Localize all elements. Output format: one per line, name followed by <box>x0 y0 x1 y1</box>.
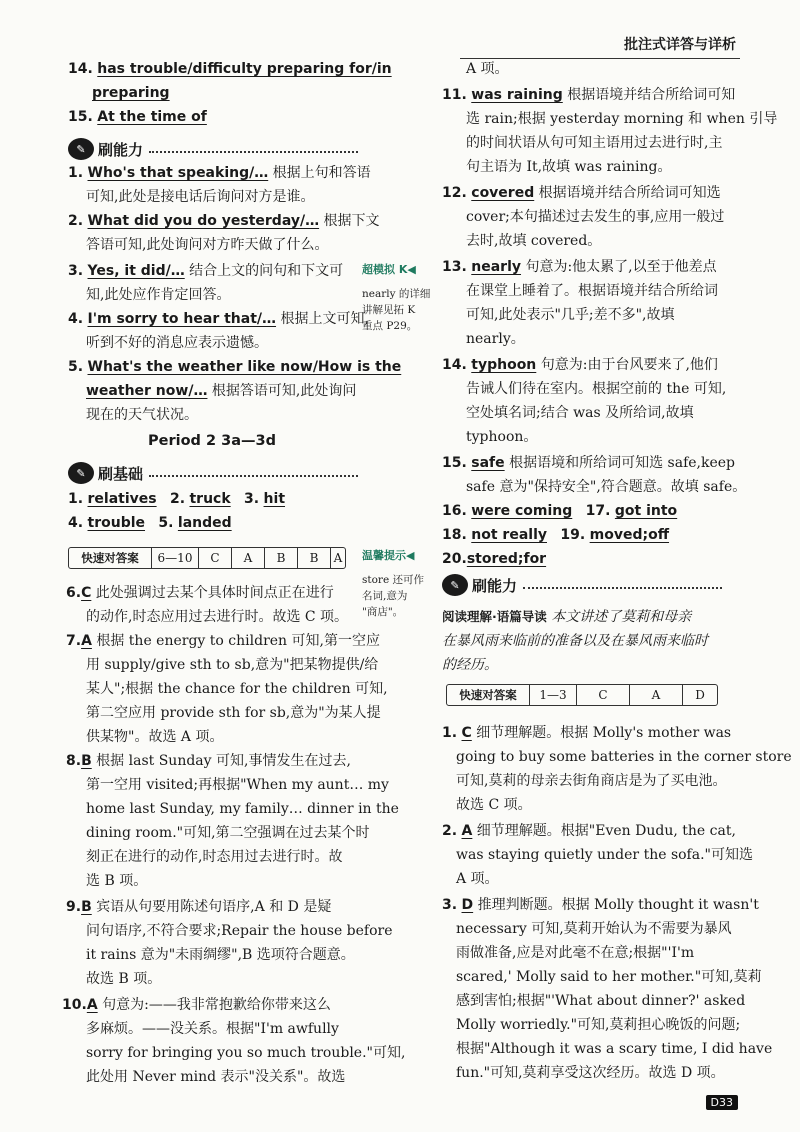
brush-icon: ✎ <box>68 138 94 160</box>
answer-line: 14. has trouble/difficulty preparing for/in <box>68 61 392 77</box>
period-title: Period 2 3a—3d <box>148 433 276 449</box>
item-text: 在课堂上睡着了。根据语境并结合所给词 <box>466 283 718 299</box>
item-text: 的经历。 <box>442 657 498 673</box>
item-text: was staying quietly under the sofa."可知选 <box>456 847 753 863</box>
item-text: 可知,此处表示"几乎;差不多",故填 <box>466 307 675 323</box>
item-text: 第一空用 visited;再根据"When my aunt… my <box>86 777 389 793</box>
item-text: A 项。 <box>466 61 509 77</box>
item-text: it rains 意为"未雨绸缪",B 选项符合题意。 <box>86 947 355 963</box>
answer-row: 16. were coming 17. got into <box>442 503 678 519</box>
answer-row: 4. trouble 5. landed <box>68 515 232 531</box>
item-text: 答语可知,此处询问对方昨天做了什么。 <box>86 237 329 253</box>
item-text: 去时,故填 covered。 <box>466 233 602 249</box>
item-text: safe 意为"保持安全",符合题意。故填 safe。 <box>466 479 747 495</box>
item-text: 第二空应用 provide sth for sb,意为"为某人提 <box>86 705 381 721</box>
answer-line: preparing <box>92 85 170 101</box>
item: 10.A 句意为:——我非常抱歉给你带来这么 <box>62 997 331 1013</box>
item: 6.C 此处强调过去某个具体时间点正在进行 <box>66 585 334 601</box>
item-text: 多麻烦。——没关系。根据"I'm awfully <box>86 1021 339 1037</box>
item: 8.B 根据 last Sunday 可知,事情发生在过去, <box>66 753 351 769</box>
item-text: nearly。 <box>466 331 525 347</box>
item: 11. was raining 根据语境并结合所给词可知 <box>442 87 736 103</box>
item: 1. C 细节理解题。根据 Molly's mother was <box>442 725 732 741</box>
item-text: cover;本句描述过去发生的事,应用一般过 <box>466 209 725 225</box>
item: 3. Yes, it did/… 结合上文的问句和下文可 <box>68 263 344 279</box>
item-text: 的动作,时态应用过去进行时。故选 C 项。 <box>86 609 349 625</box>
item-text: typhoon。 <box>466 429 538 445</box>
item-text: 在暴风雨来临前的准备以及在暴风雨来临时 <box>442 633 708 649</box>
margin-note: 温馨提示◀ store 还可作 名词,意为 "商店"。 <box>362 548 438 620</box>
item-text: fun."可知,莫莉享受这次经历。故选 D 项。 <box>456 1065 725 1081</box>
quick-answer-table: 快速对答案 6—10 C A B B A <box>68 547 346 569</box>
item: 15. safe 根据语境和所给词可知选 safe,keep <box>442 455 736 471</box>
item: 2. What did you do yesterday/… 根据下文 <box>68 213 380 229</box>
item-text: 此处用 Never mind 表示"没关系"。故选 <box>86 1069 346 1085</box>
item-text: 故选 C 项。 <box>456 797 532 813</box>
dotted-rule <box>523 587 722 589</box>
brush-icon: ✎ <box>442 574 468 596</box>
item-text: 可知,此处是接电话后询问对方是谁。 <box>86 189 315 205</box>
reading-guide: 阅读理解·语篇导读 本文讲述了莫莉和母亲 <box>442 609 692 625</box>
item: 5. What's the weather like now/How is the <box>68 359 402 375</box>
item: 9.B 宾语从句要用陈述句语序,A 和 D 是疑 <box>66 899 332 915</box>
item-text: 告诫人们待在室内。根据空前的 the 可知, <box>466 381 727 397</box>
item-text: 刻正在进行的动作,时态用过去进行时。故 <box>86 849 343 865</box>
brush-icon: ✎ <box>68 462 94 484</box>
item-text: necessary 可知,莫莉开始认为不需要为暴风 <box>456 921 732 937</box>
item-text: 用 supply/give sth to sb,意为"把某物提供/给 <box>86 657 379 673</box>
item-text: 知,此处应作肯定回答。 <box>86 287 231 303</box>
item: 7.A 根据 the energy to children 可知,第一空应 <box>66 633 380 649</box>
item-text: 句主语为 It,故填 was raining。 <box>466 159 672 175</box>
answer-row: 1. relatives 2. truck 3. hit <box>68 491 286 507</box>
item-text: Molly worriedly."可知,莫莉担心晚饭的问题; <box>456 1017 741 1033</box>
item-text: 故选 B 项。 <box>86 971 162 987</box>
note-tag: 超模拟 K◀ <box>362 263 416 276</box>
item: 4. I'm sorry to hear that/… 根据上文可知, <box>68 311 369 327</box>
dotted-rule <box>149 475 358 477</box>
header-title: 批注式详答与详析 <box>624 37 736 53</box>
item: 1. Who's that speaking/… 根据上句和答语 <box>68 165 371 181</box>
item: 14. typhoon 句意为:由于台风要来了,他们 <box>442 357 718 373</box>
item: 2. A 细节理解题。根据"Even Dudu, the cat, <box>442 823 736 839</box>
item-text: dining room."可知,第二空强调在过去某个时 <box>86 825 370 841</box>
item-text: 某人";根据 the chance for the children 可知, <box>86 681 388 697</box>
item: 12. covered 根据语境并结合所给词可知选 <box>442 185 721 201</box>
section-heading: ✎ 刷基础 <box>68 462 358 484</box>
margin-note: 超模拟 K◀ nearly 的详细 讲解见拓 K 重点 P29。 <box>362 262 438 334</box>
item: 13. nearly 句意为:他太累了,以至于他差点 <box>442 259 717 275</box>
item-text: 供某物"。故选 A 项。 <box>86 729 224 745</box>
item-text: 的时间状语从句可知主语用过去进行时,主 <box>466 135 723 151</box>
item-text: 听到不好的消息应表示遗憾。 <box>86 335 268 351</box>
section-heading: ✎ 刷能力 <box>68 138 358 160</box>
item-text: 现在的天气状况。 <box>86 407 198 423</box>
answer-row: 18. not really 19. moved;off <box>442 527 670 543</box>
answer-row: 20.stored;for <box>442 551 547 567</box>
answer-line: 15. At the time of <box>68 109 207 125</box>
item-text: 可知,莫莉的母亲去街角商店是为了买电池。 <box>456 773 727 789</box>
item-text: 根据"Although it was a scary time, I did have <box>456 1041 773 1057</box>
page-number: D33 <box>706 1095 738 1110</box>
item-text: 选 rain;根据 yesterday morning 和 when 引导 <box>466 111 778 127</box>
item: weather now/… 根据答语可知,此处询问 <box>86 383 357 399</box>
item: 3. D 推理判断题。根据 Molly thought it wasn't <box>442 897 759 913</box>
item-text: scared,' Molly said to her mother."可知,莫莉 <box>456 969 762 985</box>
item-text: A 项。 <box>456 871 499 887</box>
note-tag: 温馨提示◀ <box>362 549 415 562</box>
item-text: going to buy some batteries in the corner store <box>456 749 792 765</box>
section-heading: ✎ 刷能力 <box>442 574 722 596</box>
dotted-rule <box>149 151 358 153</box>
quick-answer-table: 快速对答案 1—3 C A D <box>446 684 718 706</box>
item-text: 选 B 项。 <box>86 873 148 889</box>
item-text: sorry for bringing you so much trouble."可知, <box>86 1045 406 1061</box>
item-text: 雨做准备,应是对此毫不在意;根据"'I'm <box>456 945 695 961</box>
item-text: 空处填名词;结合 was 及所给词,故填 <box>466 405 694 421</box>
item-text: 问句语序,不符合要求;Repair the house before <box>86 923 393 939</box>
item-text: 感到害怕;根据"'What about dinner?' asked <box>456 993 746 1009</box>
item-text: home last Sunday, my family… dinner in the <box>86 801 399 817</box>
